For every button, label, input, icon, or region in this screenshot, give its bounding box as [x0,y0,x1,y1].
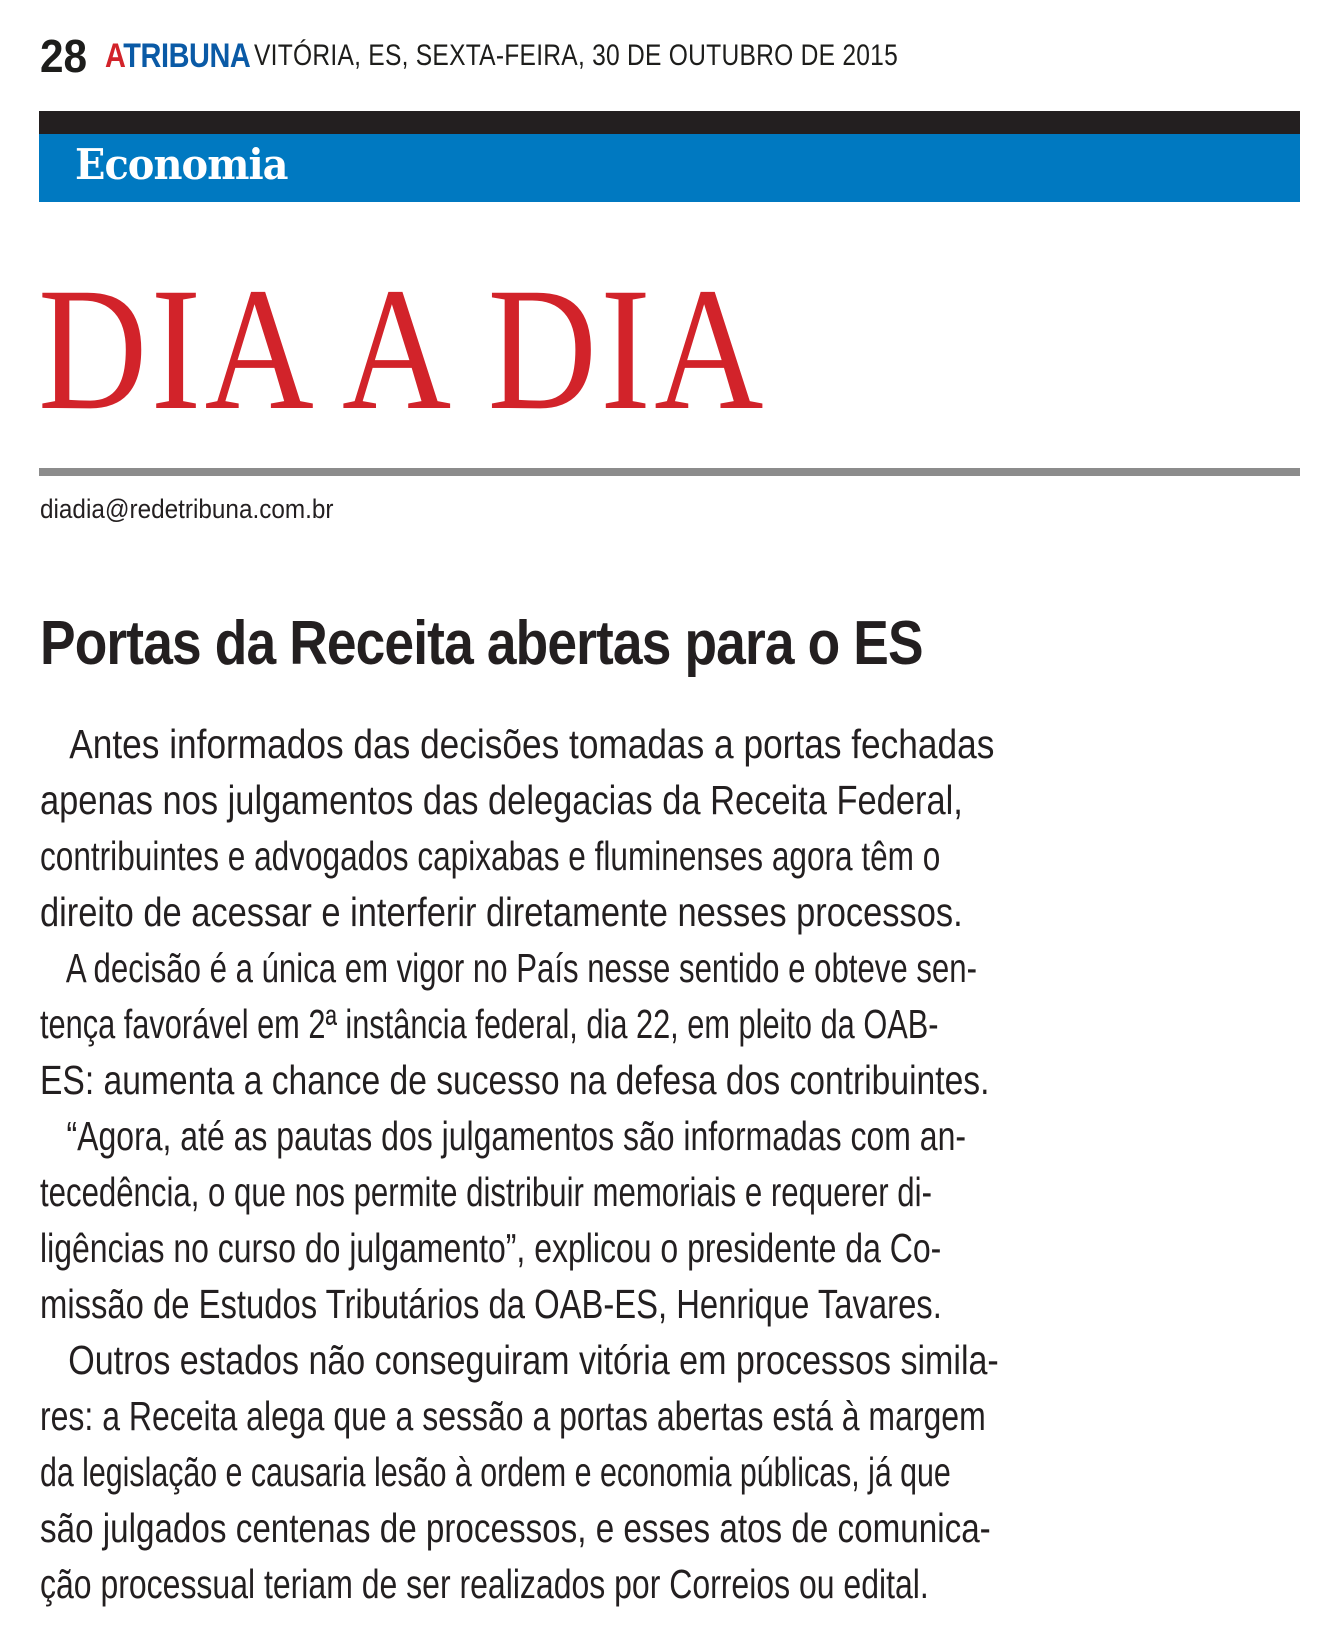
article-line: A decisão é a única em vigor no País nesse sentido e obteve sen- [65,945,977,991]
header-black-bar [39,111,1300,134]
article-line: apenas nos julgamentos das delegacias da Receita Federal, [40,777,963,823]
article-line: res: a Receita alega que a sessão a portas abertas está à margem [40,1393,986,1439]
article-line: ES: aumenta a chance de sucesso na defesa dos contribuintes. [40,1057,990,1103]
masthead [40,26,1040,86]
article-line: Outros estados não conseguiram vitória em processos simila- [68,1337,999,1383]
dateline: VITÓRIA, ES, SEXTA-FEIRA, 30 DE OUTUBRO DE 2015 [254,39,899,72]
column-title: DIA A DIA [38,252,767,447]
divider-rule [39,468,1300,476]
article-line: direito de acessar e interferir diretamente nesses processos. [40,889,963,935]
logo-letter-a: A [105,36,124,75]
logo-wordmark: TRIBUNA [123,36,251,75]
article-body [40,716,1300,1612]
article-headline: Portas da Receita abertas para o ES [40,609,923,678]
column-email: diadia@redetribuna.com.br [40,494,334,524]
article-line: Antes informados das decisões tomadas a portas fechadas [69,721,995,767]
article-line: missão de Estudos Tributários da OAB-ES, Henrique Tavares. [40,1281,942,1327]
page-number: 28 [40,30,88,82]
newspaper-logo [105,37,250,76]
article-line: são julgados centenas de processos, e esses atos de comunica- [40,1505,991,1551]
section-banner [39,134,1300,202]
article-line: contribuintes e advogados capixabas e fluminenses agora têm o [40,833,941,879]
article-line: ção processual teriam de ser realizados por Correios ou edital. [40,1561,929,1607]
article-line: da legislação e causaria lesão à ordem e economia públicas, já que [40,1449,951,1495]
article-line: tença favorável em 2ª instância federal, dia 22, em pleito da OAB- [40,1001,939,1047]
article-line: ligências no curso do julgamento”, explicou o presidente da Co- [40,1225,942,1271]
article-line: tecedência, o que nos permite distribuir memoriais e requerer di- [40,1169,932,1215]
article-line: “Agora, até as pautas dos julgamentos são informadas com an- [66,1113,967,1159]
section-label: Economia [75,140,288,189]
